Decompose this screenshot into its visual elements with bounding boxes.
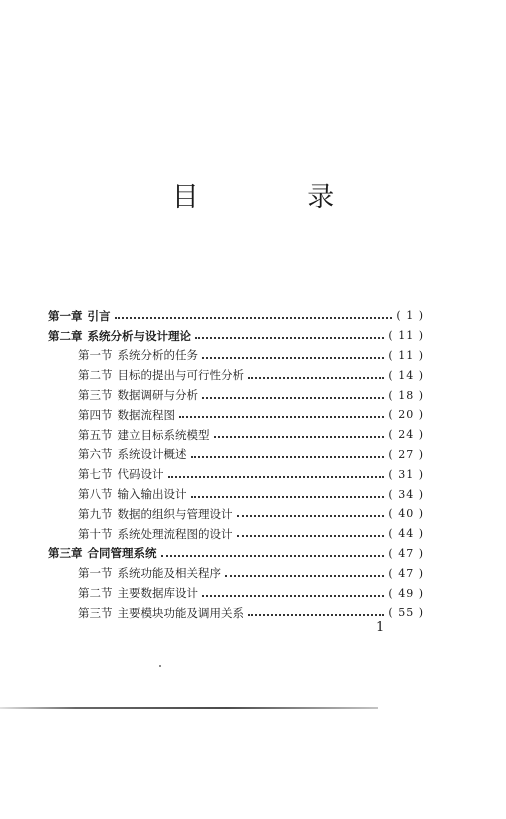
toc-entry-number: 第十节 <box>78 526 113 541</box>
toc-entry-number: 第三节 <box>78 388 113 403</box>
toc-page-ref: ( 27 ) <box>388 447 424 461</box>
toc-entry-text: 主要数据库设计 <box>117 586 198 601</box>
toc-section-entry <box>48 405 424 425</box>
toc-section-entry <box>48 464 424 484</box>
toc-leader-dots <box>202 594 384 597</box>
toc-section-entry <box>48 563 424 583</box>
toc-entry-label <box>78 446 187 462</box>
toc-leader-dots <box>115 316 393 319</box>
toc-page-ref: ( 40 ) <box>388 507 424 521</box>
toc-chapter-entry <box>48 544 424 564</box>
toc-page-ref: ( 34 ) <box>388 487 424 501</box>
toc-section-entry <box>48 603 424 623</box>
toc-chapter-entry <box>48 306 424 326</box>
toc-page-ref: ( 1 ) <box>396 309 424 323</box>
toc-entry-text: 合同管理系统 <box>87 546 157 561</box>
toc-entry-number: 第三节 <box>78 605 113 620</box>
toc-page-ref: ( 47 ) <box>388 566 424 580</box>
toc-entry-number: 第七节 <box>78 467 113 482</box>
toc-entry-text: 数据流程图 <box>117 407 175 422</box>
toc-entry-number: 第五节 <box>78 427 113 442</box>
toc-entry-text: 系统分析的任务 <box>117 348 198 363</box>
toc-entry-text: 系统处理流程图的设计 <box>117 526 233 541</box>
toc-leader-dots <box>248 376 384 379</box>
toc-leader-dots <box>191 495 385 498</box>
toc-entry-label <box>78 407 175 423</box>
toc-leader-dots <box>202 356 384 359</box>
toc-entry-text: 主要模块功能及调用关系 <box>117 605 244 620</box>
toc-leader-dots <box>225 574 384 577</box>
page-title: 目 录 <box>171 182 385 213</box>
toc-page-ref: ( 31 ) <box>388 467 424 481</box>
toc-entry-number: 第一节 <box>78 348 113 363</box>
page-number: 1 <box>376 620 385 635</box>
toc-entry-label <box>48 308 111 324</box>
toc-entry-number: 第八节 <box>78 487 113 502</box>
toc-leader-dots <box>195 336 384 339</box>
toc-page-ref: ( 18 ) <box>388 388 424 402</box>
toc-entry-label <box>48 545 157 561</box>
toc-page-ref: ( 24 ) <box>388 428 424 442</box>
toc-section-entry <box>48 365 424 385</box>
toc-entry-number: 第六节 <box>78 447 113 462</box>
toc-page-ref: ( 11 ) <box>388 329 424 343</box>
toc-page-ref: ( 20 ) <box>388 408 424 422</box>
toc-entry-number: 第二节 <box>78 586 113 601</box>
toc-entry-label <box>78 367 244 383</box>
toc-section-entry <box>48 583 424 603</box>
toc-entry-label <box>78 565 221 581</box>
toc-page-ref: ( 11 ) <box>388 348 424 362</box>
toc-section-entry <box>48 425 424 445</box>
toc-entry-text: 数据调研与分析 <box>117 388 198 403</box>
table-of-contents <box>48 306 424 623</box>
toc-page-ref: ( 44 ) <box>388 527 424 541</box>
toc-entry-label <box>78 486 187 502</box>
toc-leader-dots <box>161 554 385 557</box>
toc-entry-label <box>78 605 244 621</box>
toc-entry-label <box>78 585 198 601</box>
toc-leader-dots <box>214 435 385 438</box>
toc-entry-label <box>78 466 164 482</box>
toc-page-ref: ( 55 ) <box>388 606 424 620</box>
toc-entry-text: 建立目标系统模型 <box>117 427 210 442</box>
toc-section-entry <box>48 445 424 465</box>
toc-leader-dots <box>237 534 385 537</box>
toc-entry-label <box>78 427 210 443</box>
toc-entry-number: 第三章 <box>48 546 83 561</box>
toc-entry-label <box>78 387 198 403</box>
toc-entry-label <box>78 506 233 522</box>
toc-leader-dots <box>168 475 385 478</box>
toc-leader-dots <box>237 514 385 517</box>
toc-leader-dots <box>202 396 384 399</box>
toc-entry-label <box>78 347 198 363</box>
toc-page-ref: ( 14 ) <box>388 368 424 382</box>
toc-section-entry <box>48 504 424 524</box>
toc-chapter-entry <box>48 326 424 346</box>
toc-entry-number: 第一节 <box>78 566 113 581</box>
toc-entry-text: 引言 <box>87 308 111 323</box>
toc-section-entry <box>48 385 424 405</box>
toc-section-entry <box>48 484 424 504</box>
toc-entry-text: 系统功能及相关程序 <box>117 566 221 581</box>
toc-entry-text: 数据的组织与管理设计 <box>117 506 233 521</box>
toc-entry-text: 输入输出设计 <box>117 487 187 502</box>
toc-entry-text: 目标的提出与可行性分析 <box>117 368 244 383</box>
scan-speck <box>159 665 161 667</box>
toc-section-entry <box>48 524 424 544</box>
toc-page-ref: ( 49 ) <box>388 586 424 600</box>
toc-entry-text: 系统设计概述 <box>117 447 187 462</box>
toc-section-entry <box>48 346 424 366</box>
toc-entry-text: 系统分析与设计理论 <box>87 328 191 343</box>
toc-leader-dots <box>248 613 384 616</box>
toc-entry-number: 第二章 <box>48 328 83 343</box>
toc-entry-label <box>48 328 191 344</box>
toc-leader-dots <box>179 415 384 418</box>
toc-entry-number: 第二节 <box>78 368 113 383</box>
toc-leader-dots <box>191 455 385 458</box>
toc-entry-number: 第一章 <box>48 308 83 323</box>
scan-edge-line <box>0 707 378 709</box>
toc-page-ref: ( 47 ) <box>388 546 424 560</box>
toc-entry-label <box>78 526 233 542</box>
toc-entry-number: 第九节 <box>78 506 113 521</box>
toc-entry-text: 代码设计 <box>117 467 164 482</box>
toc-entry-number: 第四节 <box>78 407 113 422</box>
